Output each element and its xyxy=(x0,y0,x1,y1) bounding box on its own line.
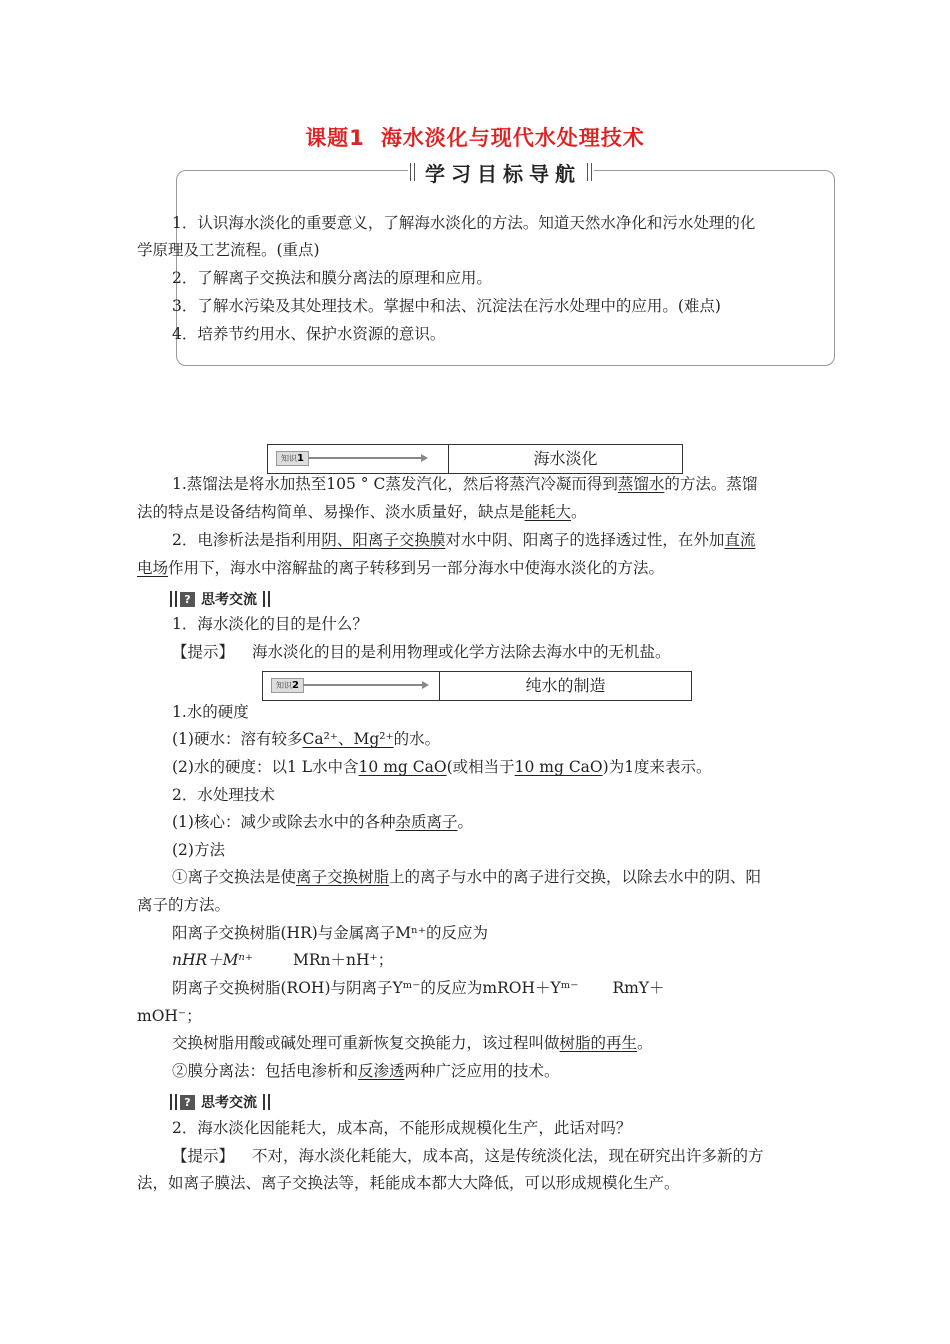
knowledge-tag: 知识2 xyxy=(271,678,304,693)
answer-blank: 杂质离子 xyxy=(395,813,458,831)
answer-blank: 直流 xyxy=(724,531,756,549)
equation: nHR＋Mⁿ⁺ MRn＋nH⁺； xyxy=(172,951,394,969)
equation: 阴离子交换树脂(ROH)与阴离子Yᵐ⁻的反应为mROH＋Yᵐ⁻ RmY＋ xyxy=(172,979,665,997)
knowledge-title: 海水淡化 xyxy=(533,449,598,468)
paragraph-line: 1.蒸馏法是将水加热至105 ° C蒸发汽化，然后将蒸汽冷凝而得到蒸馏水的方法。蒸馏 xyxy=(172,475,758,493)
answer-blank: 阴、阳离子交换膜 xyxy=(321,531,446,549)
answer-blank: 电场 xyxy=(137,559,169,577)
answer-blank: 树脂的再生 xyxy=(559,1034,638,1052)
page-title: 课题1 海水淡化与现代水处理技术 xyxy=(305,126,645,150)
goal-item: 2．了解离子交换法和膜分离法的原理和应用。 xyxy=(172,269,492,287)
paragraph-line: 交换树脂用酸或碱处理可重新恢复交换能力，该过程叫做树脂的再生。 xyxy=(172,1034,653,1052)
question-icon: ? xyxy=(180,1095,195,1110)
section-heading: 2．水处理技术 xyxy=(172,786,275,804)
learning-goals-heading: 学习目标导航 xyxy=(425,161,581,186)
paragraph-line: (2)水的硬度：以1 L水中含10 mg CaO(或相当于10 mg CaO)为1度来表示。 xyxy=(172,758,712,776)
paragraph-line: (1)核心：减少或除去水中的各种杂质离子。 xyxy=(172,813,473,831)
banner-right-bars xyxy=(587,163,592,181)
paragraph-line: ①离子交换法是使离子交换树脂上的离子与水中的离子进行交换，以除去水中的阴、阳 xyxy=(172,868,762,886)
think-exchange-label: ? 思考交流 xyxy=(170,1093,270,1111)
arrow-icon xyxy=(303,684,427,686)
hint: 【提示】 不对，海水淡化耗能大，成本高，这是传统淡化法，现在研究出许多新的方 xyxy=(172,1147,764,1165)
paragraph-line: 2．电渗析法是指利用阴、阳离子交换膜对水中阴、阳离子的选择透过性，在外加直流 xyxy=(172,531,756,549)
knowledge-header-2 xyxy=(262,671,692,701)
hint: 【提示】 海水淡化的目的是利用物理或化学方法除去海水中的无机盐。 xyxy=(172,643,671,661)
paragraph-line: 电场作用下，海水中溶解盐的离子转移到另一部分海水中使海水淡化的方法。 xyxy=(137,559,665,577)
answer-blank: 10 mg CaO xyxy=(358,758,447,776)
section-heading: 1.水的硬度 xyxy=(172,703,249,721)
goal-item: 4．培养节约用水、保护水资源的意识。 xyxy=(172,325,446,343)
hint-continued: 法，如离子膜法、离子交换法等，耗能成本都大大降低，可以形成规模化生产。 xyxy=(137,1174,680,1192)
question-icon: ? xyxy=(180,592,195,607)
think-exchange-label: ? 思考交流 xyxy=(170,590,270,608)
equation: mOH⁻； xyxy=(137,1007,202,1025)
paragraph-line: ②膜分离法：包括电渗析和反渗透两种广泛应用的技术。 xyxy=(172,1062,560,1080)
knowledge-tag: 知识1 xyxy=(276,451,309,466)
question: 1．海水淡化的目的是什么？ xyxy=(172,615,368,633)
knowledge-tag-area xyxy=(268,445,449,473)
paragraph-line: 离子的方法。 xyxy=(137,896,231,914)
goal-item: 学原理及工艺流程。(重点) xyxy=(137,241,320,259)
paragraph-line: (2)方法 xyxy=(172,841,225,859)
question: 2．海水淡化因能耗大，成本高，不能形成规模化生产，此话对吗？ xyxy=(172,1119,632,1137)
learning-goals-banner xyxy=(408,158,594,186)
paragraph-line: 阳离子交换树脂(HR)与金属离子Mⁿ⁺的反应为 xyxy=(172,924,489,942)
knowledge-tag-area xyxy=(263,672,440,700)
arrow-icon xyxy=(308,457,426,459)
answer-blank: 蒸馏水 xyxy=(617,475,665,493)
answer-blank: 离子交换树脂 xyxy=(296,868,390,886)
answer-blank: Ca²⁺、Mg²⁺ xyxy=(302,730,394,748)
answer-blank: 反渗透 xyxy=(358,1062,405,1080)
goal-item: 3．了解水污染及其处理技术。掌握中和法、沉淀法在污水处理中的应用。(难点) xyxy=(172,297,721,315)
knowledge-header-1 xyxy=(267,444,683,474)
goal-item: 1．认识海水淡化的重要意义，了解海水淡化的方法。知道天然水净化和污水处理的化 xyxy=(172,214,756,232)
answer-blank: 能耗大 xyxy=(524,503,572,521)
answer-blank: 10 mg CaO xyxy=(514,758,603,776)
paragraph-line: 法的特点是设备结构简单、易操作、淡水质量好，缺点是能耗大。 xyxy=(137,503,587,521)
paragraph-line: (1)硬水：溶有较多Ca²⁺、Mg²⁺的水。 xyxy=(172,730,441,748)
knowledge-title: 纯水的制造 xyxy=(525,676,606,695)
